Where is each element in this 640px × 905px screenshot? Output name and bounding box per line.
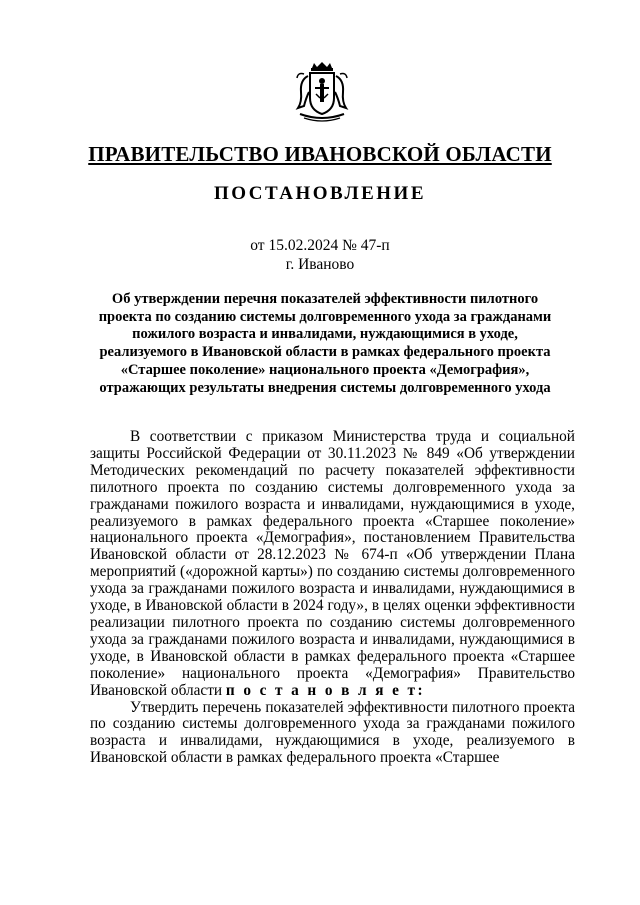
document-city: г. Иваново [285,256,355,273]
government-title: ПРАВИТЕЛЬСТВО ИВАНОВСКОЙ ОБЛАСТИ [88,142,552,166]
coat-of-arms-icon [292,62,352,124]
subject-line: пожилого возраста и инвалидами, нуждающимися в уходе, [132,326,518,343]
subject-line: Об утверждении перечня показателей эффективности пилотного [111,291,539,307]
decree-word: п о с т а н о в л я е т: [225,681,425,699]
document-type: ПОСТАНОВЛЕНИЕ [213,183,427,204]
subject-line: проекта по созданию системы долговременного ухода за гражданами [98,308,552,325]
document-body [90,429,575,767]
preamble-text: В соответствии с приказом Министерства труда и социальной защиты Российской Федерации от 30.11.2023 № 849 «Об утверждении Методических рекомендаций по расчету показателей эффективности пилотного проекта по созданию системы долговременного ухода за гражданами пожилого возраста и инвалидами, нуждающимися в уходе, реализуемого в рамках федерального проекта «Старшее поколение» национального проекта «Демография», постановлением Правительства Ивановской области от 28.12.2023 № 674-п «Об утверждении Плана мероприятий («дорожной карты») по созданию системы долговременного ухода за гражданами пожилого возраста и инвалидами, нуждающимися в уходе, в Ивановской области в 2024 году», в целях оценки эффективности реализации пилотного проекта по созданию системы долговременного ухода за гражданами пожилого возраста и инвалидами, нуждающимися в уходе, в Ивановской области в рамках федерального проекта «Старшее поколение» национального проекта «Демография» Правительство Ивановской области [90,428,575,699]
document-subject [80,291,570,397]
resolution-paragraph: Утвердить перечень показателей эффективности пилотного проекта по созданию системы долговременного ухода за гражданами пожилого возраста и инвалидами, нуждающимися в уходе, реализуемого в Ивановской области в рамках федерального проекта «Старшее [90,698,575,767]
preamble-paragraph [90,429,575,700]
document-date-number: от 15.02.2024 № 47-п [250,237,390,254]
subject-line: «Старшее поколение» национального проекта «Демография», [120,361,530,378]
subject-line: отражающих результаты внедрения системы долговременного ухода [99,379,551,396]
subject-line: реализуемого в Ивановской области в рамках федерального проекта [99,344,551,361]
